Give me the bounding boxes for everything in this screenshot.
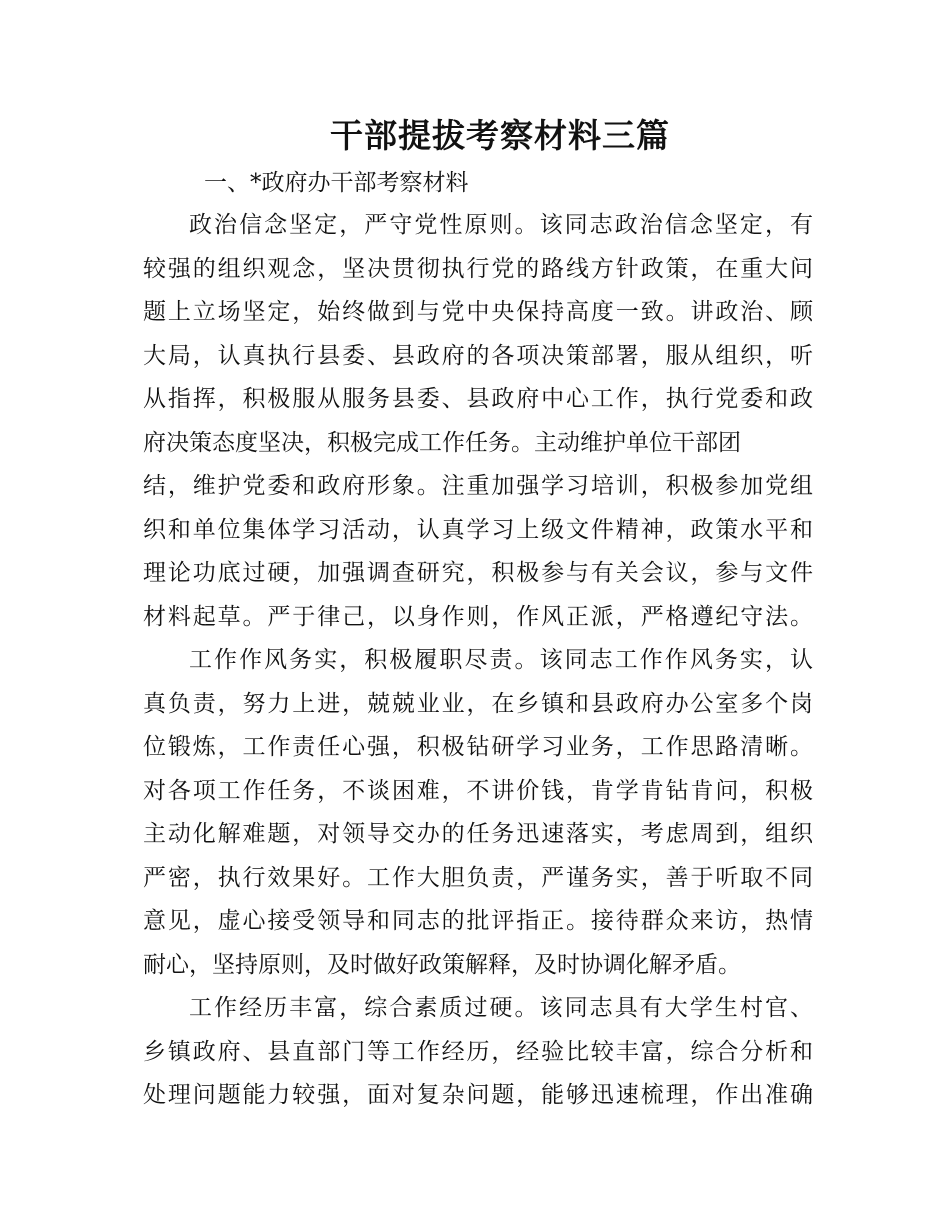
paragraph-line: 真负责，努力上进，兢兢业业，在乡镇和县政府办公室多个岗 [143,690,813,717]
paragraph-line: 耐心，坚持原则，及时做好政策解释，及时协调化解矛盾。 [143,951,741,978]
section-heading: 一、*政府办干部考察材料 [204,170,469,196]
paragraph-line: 较强的组织观念，坚决贯彻执行党的路线方针政策，在重大问 [143,255,813,282]
paragraph-line: 织和单位集体学习活动，认真学习上级文件精神，政策水平和 [143,516,813,543]
paragraph-line: 对各项工作任务，不谈困难，不讲价钱，肯学肯钻肯问，积极 [143,777,813,804]
paragraph-line: 材料起草。严于律己，以身作则，作风正派，严格遵纪守法。 [143,603,813,630]
paragraph-line: 处理问题能力较强，面对复杂问题，能够迅速梳理，作出准确 [143,1082,813,1108]
paragraph-line: 意见，虚心接受领导和同志的批评指正。接待群众来访，热情 [143,908,813,934]
paragraph-line: 大局，认真执行县委、县政府的各项决策部署，服从组织，听 [143,342,813,369]
paragraph-line: 从指挥，积极服从服务县委、县政府中心工作，执行党委和政 [143,386,813,412]
paragraph-line: 理论功底过硬，加强调查研究，积极参与有关会议，参与文件 [143,560,813,586]
paragraph-line: 乡镇政府、县直部门等工作经历，经验比较丰富，综合分析和 [143,1038,813,1065]
paragraph-line: 工作经历丰富，综合素质过硬。该同志具有大学生村官、 [189,995,813,1021]
body-text [143,204,813,1118]
paragraph-line: 主动化解难题，对领导交办的任务迅速落实，考虑周到，组织 [143,821,813,847]
document-title: 干部提拔考察材料三篇 [330,116,670,155]
paragraph-line: 结，维护党委和政府形象。注重加强学习培训，积极参加党组 [143,473,813,499]
paragraph-line: 严密，执行效果好。工作大胆负责，严谨务实，善于听取不同 [143,864,813,891]
paragraph-line: 位锻炼，工作责任心强，积极钻研学习业务，工作思路清晰。 [143,734,813,760]
paragraph-line: 工作作风务实，积极履职尽责。该同志工作作风务实，认 [189,647,813,673]
paragraph-line: 政治信念坚定，严守党性原则。该同志政治信念坚定，有 [189,212,813,238]
paragraph-line: 题上立场坚定，始终做到与党中央保持高度一致。讲政治、顾 [143,299,813,325]
paragraph-line: 府决策态度坚决，积极完成工作任务。主动维护单位干部团 [143,429,741,456]
